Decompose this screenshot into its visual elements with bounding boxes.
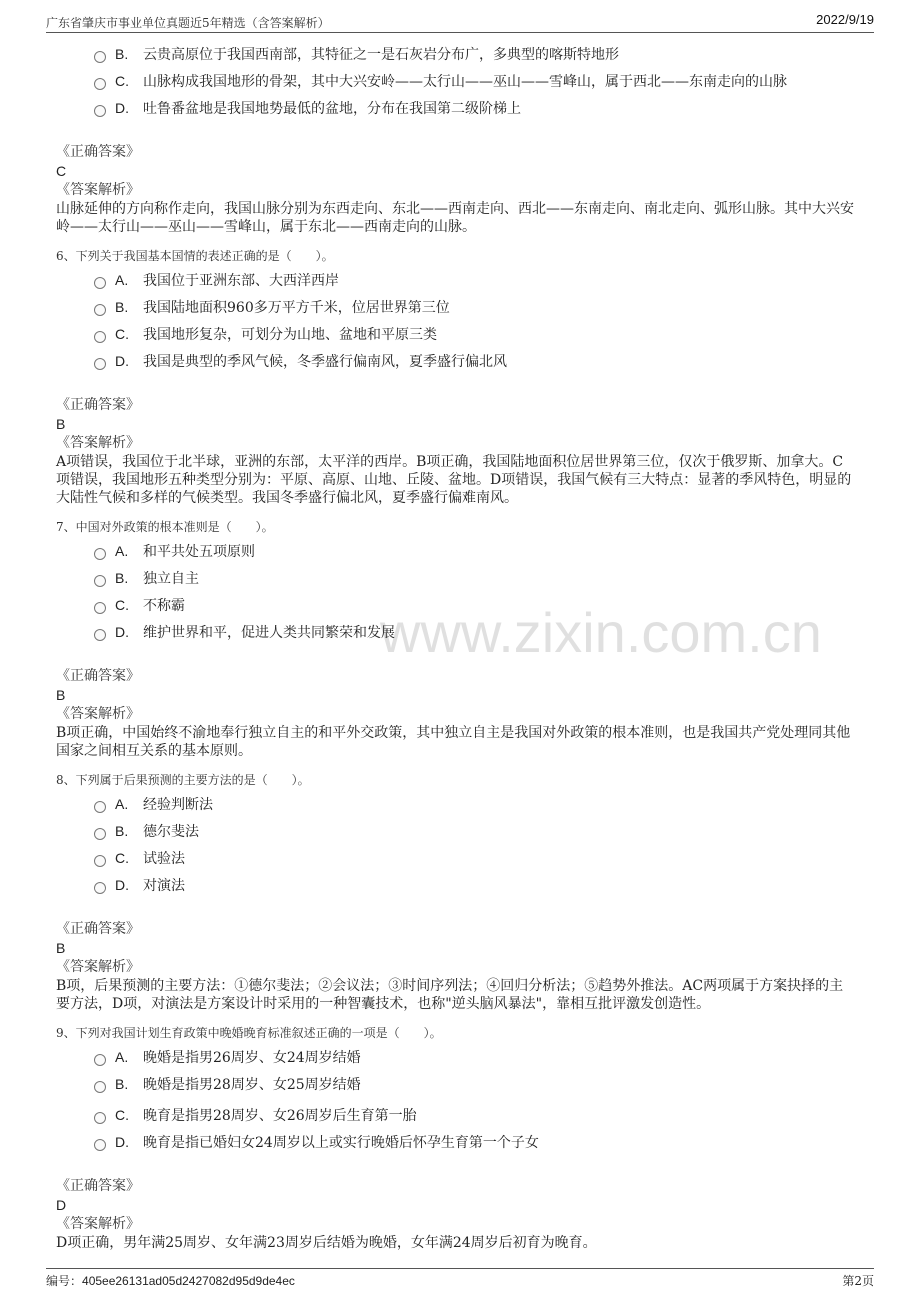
option-c[interactable] [56,591,856,618]
page-number-prefix: 第 [842,1274,855,1288]
answer-value: B [56,940,66,956]
radio-icon[interactable] [94,1139,106,1151]
option-letter: D. [115,352,129,369]
option-letter: C. [115,325,129,342]
option-letter: D. [115,623,129,640]
explanation-label: 《答案解析》 [56,1216,140,1232]
explanation-label: 《答案解析》 [56,182,140,198]
radio-icon[interactable] [94,1112,106,1124]
option-letter: B. [115,298,129,315]
option-a[interactable] [56,537,856,564]
option-text: 山脉构成我国地形的骨架，其中大兴安岭——太行山——巫山——雪峰山，属于西北——东南走向的山脉 [143,73,787,90]
option-letter: D. [115,99,129,116]
question-5 [56,40,856,236]
option-text: 独立自主 [143,570,199,587]
option-letter: D. [115,876,129,893]
option-c[interactable] [56,1101,856,1128]
answer-value: B [56,687,66,703]
answer-value: D [56,1197,67,1213]
option-a[interactable] [56,790,856,817]
radio-icon[interactable] [94,602,106,614]
option-letter: B. [115,45,129,62]
option-text: 我国是典型的季风气候，冬季盛行偏南风，夏季盛行偏北风 [143,353,507,370]
option-b[interactable] [56,40,856,67]
option-letter: A. [115,542,129,559]
radio-icon[interactable] [94,855,106,867]
explanation-label: 《答案解析》 [56,435,140,451]
question-6 [56,248,856,507]
option-letter: A. [115,1048,129,1065]
option-letter: C. [115,596,129,613]
question-7 [56,519,856,760]
option-text: 我国陆地面积960多万平方千米，位居世界第三位 [143,299,450,316]
radio-icon[interactable] [94,882,106,894]
option-text: 晚婚是指男26周岁、女24周岁结婚 [143,1049,361,1066]
document-title: 广东省肇庆市事业单位真题近5年精选（含答案解析） [46,16,330,30]
page-number-value: 2 [854,1274,862,1288]
option-c[interactable] [56,844,856,871]
option-text: 晚育是指男28周岁、女26周岁后生育第一胎 [143,1107,417,1124]
explanation-label: 《答案解析》 [56,706,140,722]
radio-icon[interactable] [94,51,106,63]
option-text: 我国地形复杂，可划分为山地、盆地和平原三类 [143,326,437,343]
question-text: 6、下列关于我国基本国情的表述正确的是（ ）。 [56,249,334,263]
option-text: 不称霸 [143,597,185,614]
radio-icon[interactable] [94,548,106,560]
option-letter: C. [115,849,129,866]
option-letter: C. [115,1106,129,1123]
explanation-text: B项正确，中国始终不渝地奉行独立自主的和平外交政策，其中独立自主是我国对外政策的根本准则，也是我国共产党处理同其他国家之间相互关系的基本原则。 [56,725,851,759]
option-letter: A. [115,795,129,812]
option-c[interactable] [56,67,856,94]
option-text: 晚育是指已婚妇女24周岁以上或实行晚婚后怀孕生育第一个子女 [143,1134,539,1151]
option-text: 试验法 [143,850,185,867]
document-id-value: 405ee26131ad05d2427082d95d9de4ec [82,1274,295,1288]
answer-value: C [56,163,67,179]
radio-icon[interactable] [94,358,106,370]
radio-icon[interactable] [94,105,106,117]
explanation-label: 《答案解析》 [56,959,140,975]
option-letter: B. [115,822,129,839]
document-id [46,1272,295,1289]
question-8 [56,772,856,1013]
answer-label: 《正确答案》 [56,668,140,684]
page-header [46,12,874,33]
radio-icon[interactable] [94,1081,106,1093]
explanation-text: A项错误，我国位于北半球，亚洲的东部，太平洋的西岸。B项正确，我国陆地面积位居世界第三位，仅次于俄罗斯、加拿大。C项错误，我国地形五种类型分别为：平原、高原、山地、丘陵、盆地。D项错误，我国气候有三大特点：显著的季风特色，明显的大陆性气候和多样的气候类型。我国冬季盛行偏北风，夏季盛行偏难南风。 [56,454,852,506]
radio-icon[interactable] [94,78,106,90]
question-9 [56,1025,856,1252]
watermark: www.zixin.com.cn [380,601,822,664]
option-c[interactable] [56,320,856,347]
explanation-text: 山脉延伸的方向称作走向，我国山脉分别为东西走向、东北——西南走向、西北——东南走向、南北走向、弧形山脉。其中大兴安岭——太行山——巫山——雪峰山，属于东北——西南走向的山脉。 [56,201,854,235]
option-d[interactable] [56,1128,856,1155]
radio-icon[interactable] [94,331,106,343]
question-text: 9、下列对我国计划生育政策中晚婚晚育标准叙述正确的一项是（ ）。 [56,1026,442,1040]
option-letter: B. [115,569,129,586]
option-text: 晚婚是指男28周岁、女25周岁结婚 [143,1076,361,1093]
option-text: 吐鲁番盆地是我国地势最低的盆地，分布在我国第二级阶梯上 [143,100,521,117]
option-b[interactable] [56,293,856,320]
answer-label: 《正确答案》 [56,1178,140,1194]
explanation-text: B项，后果预测的主要方法：①德尔斐法；②会议法；③时间序列法；④回归分析法；⑤趋势外推法。AC两项属于方案抉择的主要方法，D项，对演法是方案设计时采用的一种智囊技术，也称"逆头脑风暴法"，靠相互批评激发创造性。 [56,978,844,1012]
option-a[interactable] [56,266,856,293]
answer-label: 《正确答案》 [56,921,140,937]
option-text: 经验判断法 [143,796,213,813]
option-letter: D. [115,1133,129,1150]
radio-icon[interactable] [94,801,106,813]
option-b[interactable] [56,564,856,591]
answer-label: 《正确答案》 [56,397,140,413]
question-text: 8、下列属于后果预测的主要方法的是（ ）。 [56,773,310,787]
option-b[interactable] [56,1070,856,1097]
option-b[interactable] [56,817,856,844]
answer-value: B [56,416,66,432]
option-letter: A. [115,271,129,288]
option-d[interactable] [56,618,856,645]
page-number-suffix: 页 [861,1274,874,1288]
answer-label: 《正确答案》 [56,144,140,160]
option-text: 对演法 [143,877,185,894]
option-text: 德尔斐法 [143,823,199,840]
option-text: 维护世界和平，促进人类共同繁荣和发展 [143,624,395,641]
radio-icon[interactable] [94,277,106,289]
page-footer [46,1268,874,1289]
document-id-label: 编号： [46,1274,83,1288]
page-number [842,1272,874,1289]
document-body [56,40,856,1252]
option-text: 和平共处五项原则 [143,543,255,560]
radio-icon[interactable] [94,629,106,641]
document-date: 2022/9/19 [816,12,874,27]
radio-icon[interactable] [94,304,106,316]
option-d[interactable] [56,94,856,121]
option-text: 云贵高原位于我国西南部，其特征之一是石灰岩分布广，多典型的喀斯特地形 [143,46,619,63]
question-text: 7、中国对外政策的根本准则是（ ）。 [56,520,274,534]
option-text: 我国位于亚洲东部、大西洋西岸 [143,272,339,289]
radio-icon[interactable] [94,575,106,587]
radio-icon[interactable] [94,1054,106,1066]
radio-icon[interactable] [94,828,106,840]
option-letter: B. [115,1075,129,1092]
option-letter: C. [115,72,129,89]
option-d[interactable] [56,871,856,898]
explanation-text: D项正确，男年满25周岁、女年满23周岁后结婚为晚婚，女年满24周岁后初育为晚育。 [56,1235,597,1251]
option-a[interactable] [56,1043,856,1070]
option-d[interactable] [56,347,856,374]
